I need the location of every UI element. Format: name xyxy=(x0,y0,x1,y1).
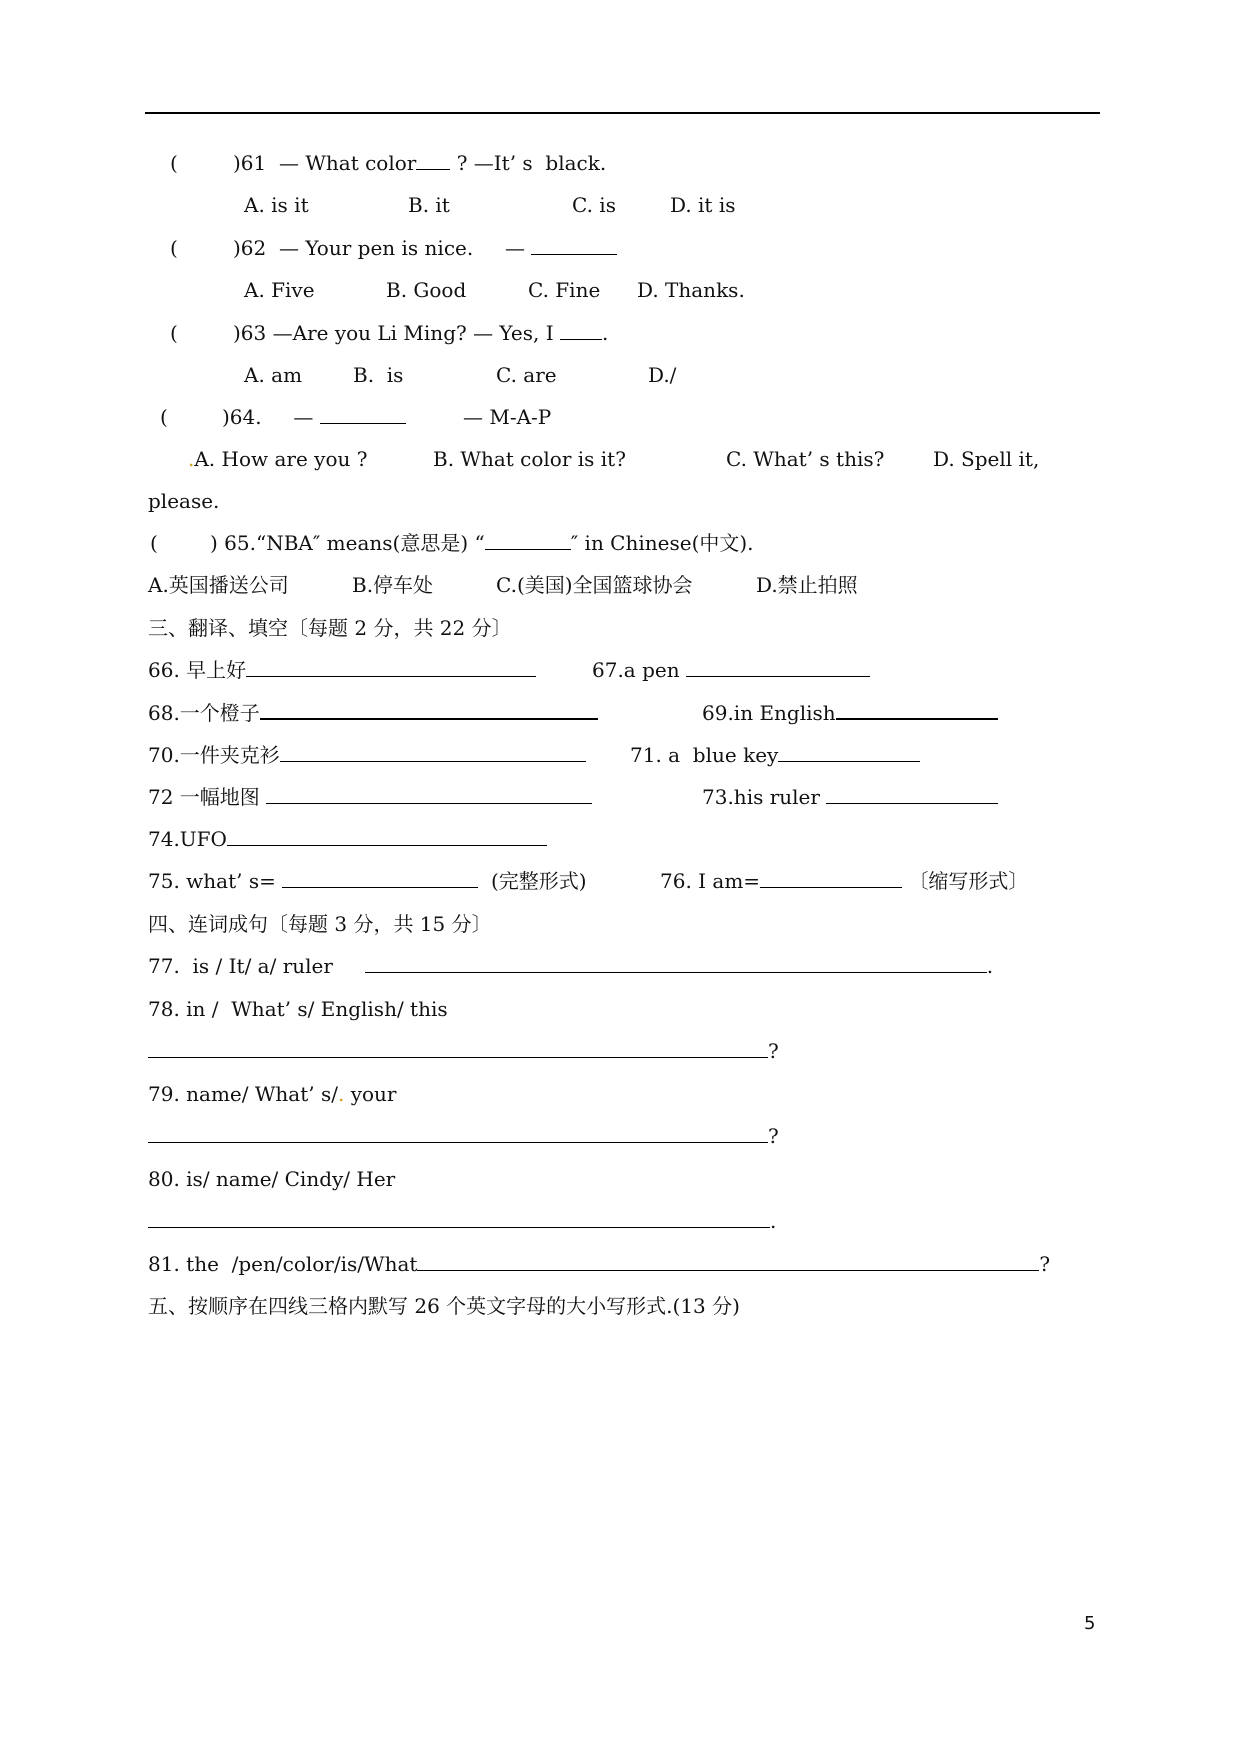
q65-option-d: D.禁止拍照 xyxy=(756,573,858,597)
q65-option-b: B.停车处 xyxy=(352,573,434,597)
q61-option-a: A. is it xyxy=(244,193,309,217)
q79-prompt: 79. name/ What’ s/. your xyxy=(148,1082,397,1106)
section4-title: 四、连词成句〔每题 3 分，共 15 分〕 xyxy=(148,912,492,936)
q66-line: 66. 早上好 xyxy=(148,657,536,683)
q63-option-d: D./ xyxy=(648,363,677,387)
q63-stem-line: )63 —Are you Li Ming? — Yes, I . xyxy=(233,321,609,345)
q63-option-a: A. am xyxy=(244,363,303,387)
q62-stem-line: )62 — Your pen is nice. — xyxy=(233,235,617,261)
q65-option-a: A.英国播送公司 xyxy=(148,573,289,597)
q61-option-b: B. it xyxy=(408,193,450,217)
section3-title: 三、翻译、填空〔每题 2 分，共 22 分〕 xyxy=(148,616,512,640)
q62-option-a: A. Five xyxy=(244,278,315,302)
q68-line: 68.一个橙子 xyxy=(148,700,598,726)
q64-stem-line: )64. — — M-A-P xyxy=(222,405,552,429)
q73-line: 73.his ruler xyxy=(702,784,998,810)
q61-paren: ( xyxy=(170,151,178,175)
q65-option-c: C.(美国)全国篮球协会 xyxy=(496,573,693,597)
q76-line: 76. I am= 〔缩写形式〕 xyxy=(660,869,1029,893)
q63-option-c: C. are xyxy=(496,363,557,387)
section5-title: 五、按顺序在四线三格内默写 26 个英文字母的大小写形式.(13 分) xyxy=(148,1294,740,1318)
q65-stem-line: ) 65.“NBA″ means(意思是) “ ″ in Chinese(中文). xyxy=(210,531,754,555)
q78-prompt: 78. in / What’ s/ English/ this xyxy=(148,997,448,1021)
page-number: 5 xyxy=(1084,1613,1096,1634)
q81-line: 81. the /pen/color/is/What ? xyxy=(148,1252,1051,1276)
q62-option-b: B. Good xyxy=(386,278,467,302)
q70-line: 70.一件夹克衫 xyxy=(148,742,586,768)
q79-answer-line: ? xyxy=(148,1123,779,1149)
q64-option-c: C. What’ s this? xyxy=(726,447,885,471)
q61-stem-line: )61 — What color ? —It’ s black. xyxy=(233,151,607,175)
q74-line: 74.UFO xyxy=(148,826,547,852)
q62-paren: ( xyxy=(170,236,178,260)
q64-paren: ( xyxy=(160,405,168,429)
q63-option-b: B. is xyxy=(353,363,404,387)
header-rule xyxy=(145,112,1100,114)
q75-line: 75. what’ s= (完整形式) xyxy=(148,869,587,893)
q61-option-c: C. is xyxy=(572,193,616,217)
q61-option-d: D. it is xyxy=(670,193,736,217)
q80-answer-line: . xyxy=(148,1208,776,1234)
q64-option-a: .A. How are you ? xyxy=(188,447,368,471)
q67-line: 67.a pen xyxy=(592,657,870,683)
q72-line: 72 一幅地图 xyxy=(148,784,592,810)
q65-paren: ( xyxy=(150,531,158,555)
q64-option-d: D. Spell it, xyxy=(933,447,1040,471)
q69-line: 69.in English xyxy=(702,700,998,726)
q63-paren: ( xyxy=(170,321,178,345)
q71-line: 71. a blue key xyxy=(630,742,920,768)
q78-answer-line: ? xyxy=(148,1038,779,1064)
q80-prompt: 80. is/ name/ Cindy/ Her xyxy=(148,1167,396,1191)
q77-line: 77. is / It/ a/ ruler . xyxy=(148,954,994,978)
q62-option-d: D. Thanks. xyxy=(637,278,745,302)
q64-option-b: B. What color is it? xyxy=(433,447,626,471)
q62-option-c: C. Fine xyxy=(528,278,601,302)
q64-continuation: please. xyxy=(148,489,220,513)
